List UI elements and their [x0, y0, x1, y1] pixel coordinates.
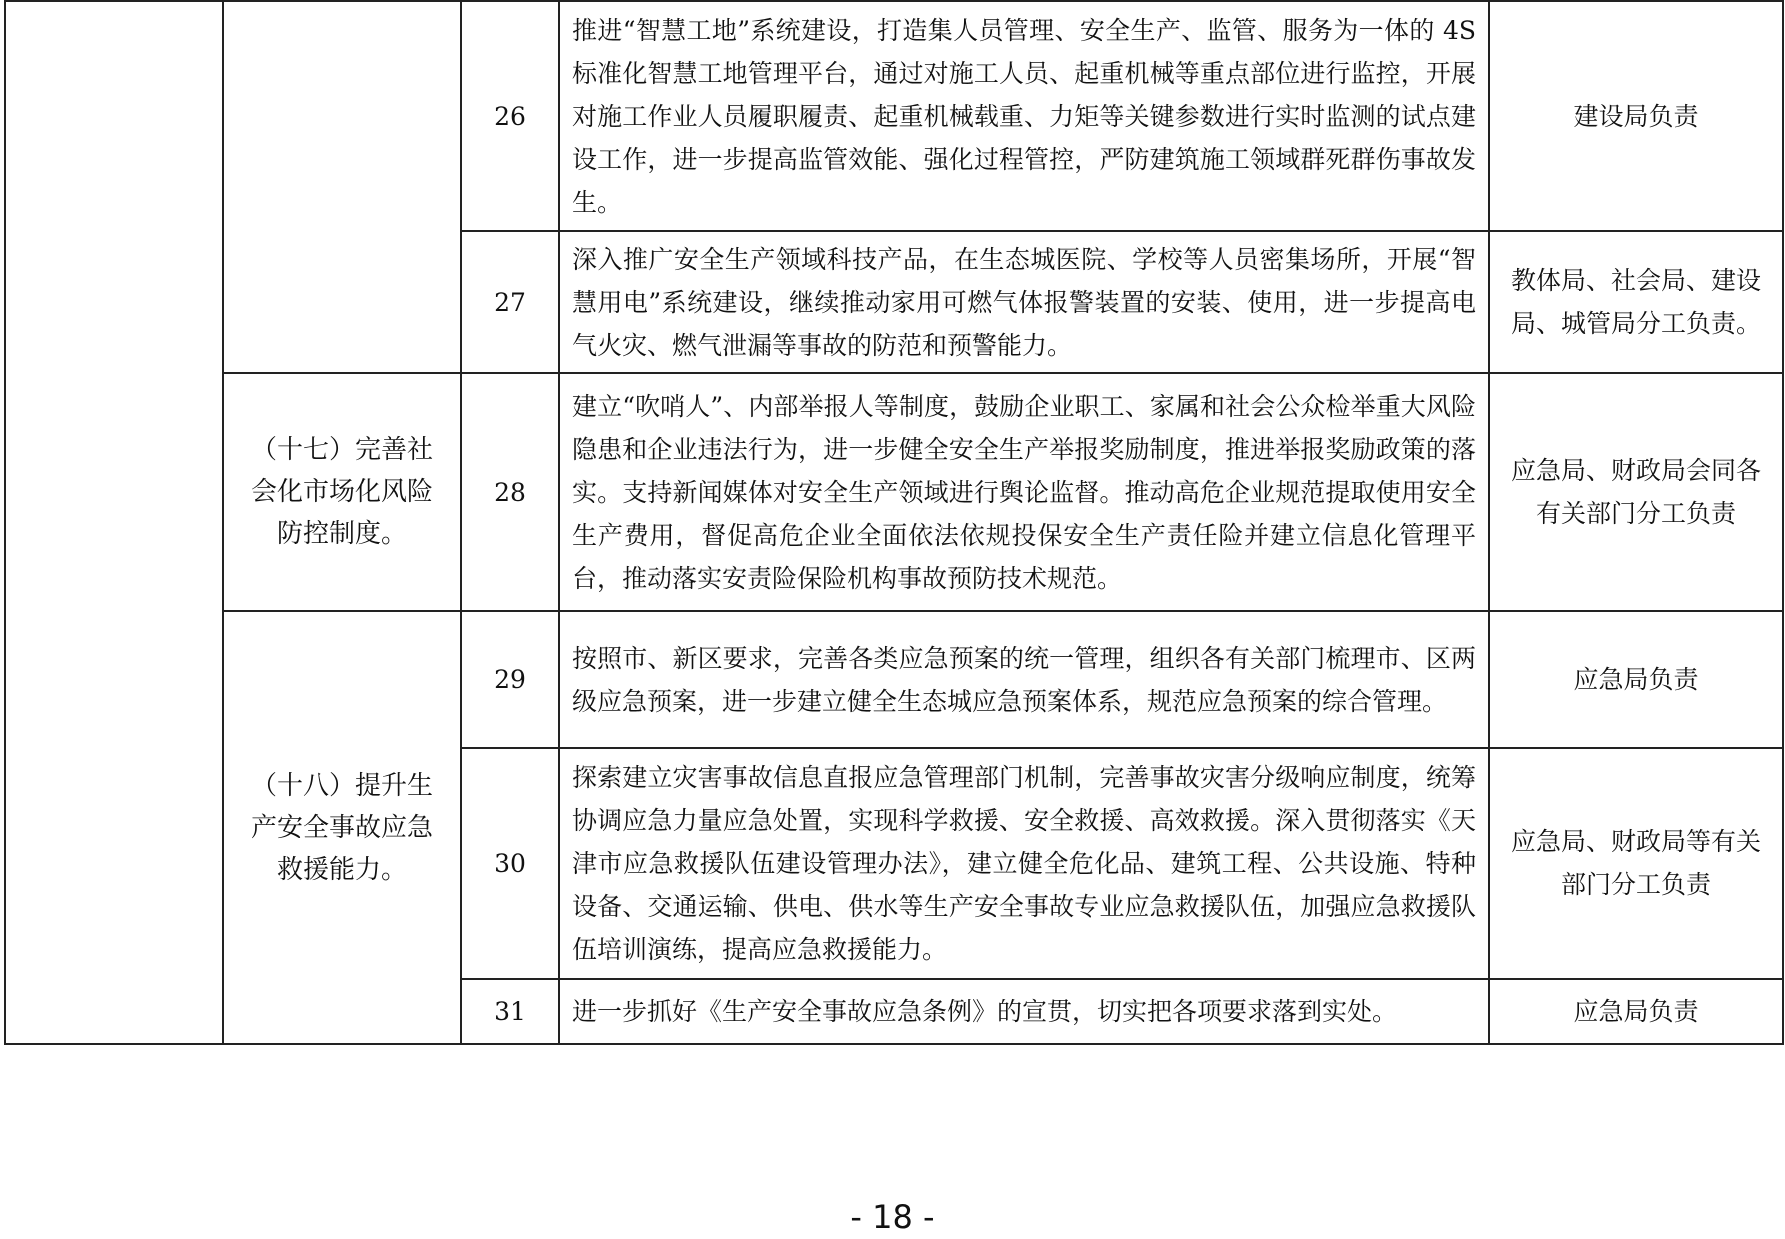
measure-label: （十八）提升生产安全事故应急救援能力。 [223, 611, 461, 1044]
measure-label: （十七）完善社会化市场化风险防控制度。 [223, 373, 461, 611]
row-number: 29 [461, 611, 559, 748]
row-number: 27 [461, 231, 559, 373]
responsible-department: 应急局、财政局等有关部门分工负责 [1489, 748, 1783, 978]
task-content: 推进“智慧工地”系统建设，打造集人员管理、安全生产、监管、服务为一体的 4S 标准化智慧工地管理平台，通过对施工人员、起重机械等重点部位进行监控，开展对施工作业人员履职履责、起重机械载重、力矩等关键参数进行实时监测的试点建设工作，进一步提高监管效能、强化过程管控，严防建筑施工领域群死群伤事故发生。 [559, 1, 1489, 231]
responsible-department: 应急局负责 [1489, 979, 1783, 1044]
task-content: 进一步抓好《生产安全事故应急条例》的宣贯，切实把各项要求落到实处。 [559, 979, 1489, 1044]
row-number: 26 [461, 1, 559, 231]
table-row [5, 373, 1783, 611]
row-number: 31 [461, 979, 559, 1044]
row-number: 28 [461, 373, 559, 611]
task-content: 探索建立灾害事故信息直报应急管理部门机制，完善事故灾害分级响应制度，统筹协调应急力量应急处置，实现科学救援、安全救援、高效救援。深入贯彻落实《天津市应急救援队伍建设管理办法》，建立健全危化品、建筑工程、公共设施、特种设备、交通运输、供电、供水等生产安全事故专业应急救援队伍，加强应急救援队伍培训演练，提高应急救援能力。 [559, 748, 1489, 978]
table-row [5, 611, 1783, 748]
row-number: 30 [461, 748, 559, 978]
responsible-department: 教体局、社会局、建设局、城管局分工负责。 [1489, 231, 1783, 373]
table-row [5, 1, 1783, 231]
responsible-department: 建设局负责 [1489, 1, 1783, 231]
page-number: - 18 - [850, 1198, 935, 1236]
task-content: 按照市、新区要求，完善各类应急预案的统一管理，组织各有关部门梳理市、区两级应急预案，进一步建立健全生态城应急预案体系，规范应急预案的综合管理。 [559, 611, 1489, 748]
task-content: 深入推广安全生产领域科技产品，在生态城医院、学校等人员密集场所，开展“智慧用电”系统建设，继续推动家用可燃气体报警装置的安装、使用，进一步提高电气火灾、燃气泄漏等事故的防范和预警能力。 [559, 231, 1489, 373]
category-cell [5, 1, 223, 1044]
task-table [4, 0, 1784, 1045]
task-content: 建立“吹哨人”、内部举报人等制度，鼓励企业职工、家属和社会公众检举重大风险隐患和企业违法行为，进一步健全安全生产举报奖励制度，推进举报奖励政策的落实。支持新闻媒体对安全生产领域进行舆论监督。推动高危企业规范提取使用安全生产费用，督促高危企业全面依法依规投保安全生产责任险并建立信息化管理平台，推动落实安责险保险机构事故预防技术规范。 [559, 373, 1489, 611]
responsible-department: 应急局负责 [1489, 611, 1783, 748]
measure-cell-blank [223, 1, 461, 373]
responsible-department: 应急局、财政局会同各有关部门分工负责 [1489, 373, 1783, 611]
